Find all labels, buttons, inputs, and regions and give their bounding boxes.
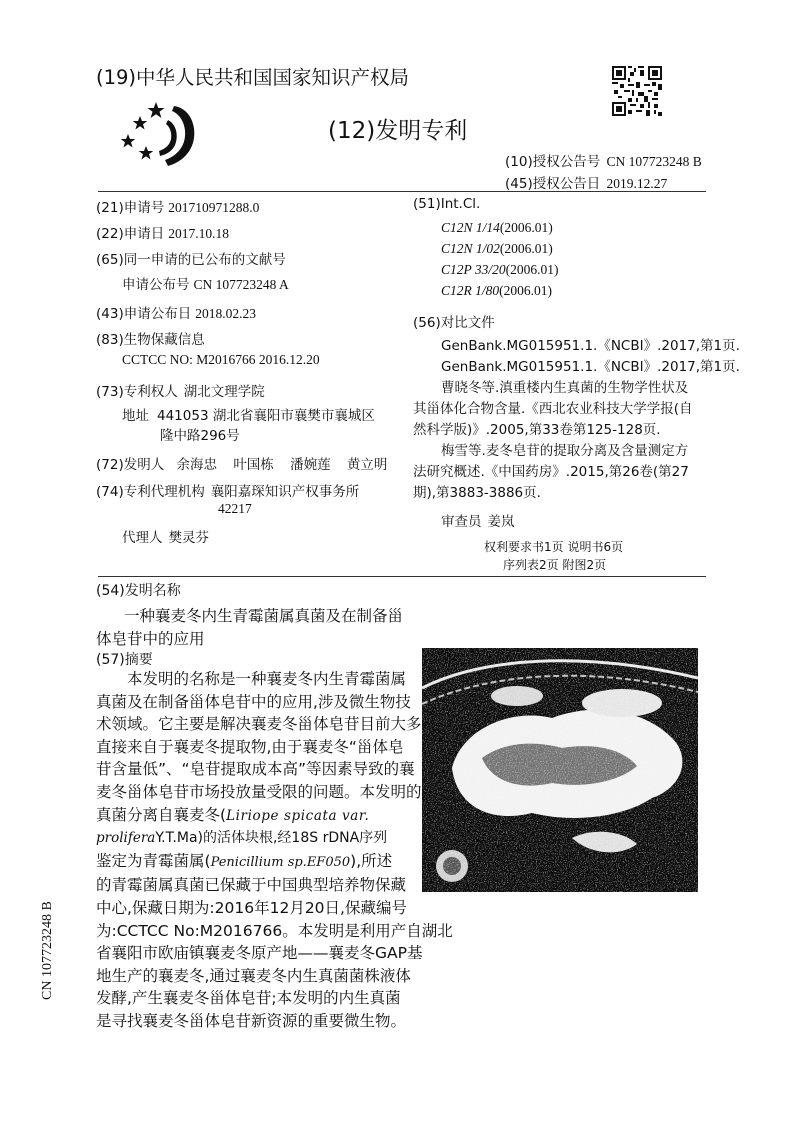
ref-line: 其甾体化合物含量.《西北农业科技大学学报(自: [413, 401, 693, 417]
grant-date-label: (45)授权公告日: [505, 176, 601, 192]
ref-line: 法研究概述.《中国药房》.2015,第26卷(第27: [413, 464, 689, 480]
species-variety: prolifera: [96, 830, 156, 847]
abstract-line: 本发明的名称是一种襄麦冬内生青霉菌属: [127, 670, 407, 688]
inventor: 叶国栋: [233, 457, 274, 473]
logo-star: [139, 146, 154, 160]
abstract-figure: [422, 648, 698, 892]
logo-star: [133, 116, 148, 130]
patentee-label: (73)专利权人: [96, 384, 178, 400]
species-name: Liriope spicata var.: [226, 807, 370, 824]
logo-arc: [165, 106, 194, 166]
document-type: (12)发明专利: [328, 118, 468, 144]
ref-line: 梅雪等.麦冬皂苷的提取分离及含量测定方: [441, 443, 689, 459]
ref-line: 期),第3883-3886页.: [413, 485, 541, 501]
abstract-line: 发酵,产生襄麦冬甾体皂苷;本发明的内生真菌: [96, 989, 401, 1008]
logo-star: [148, 102, 165, 118]
title-label: (54)发明名称: [96, 583, 181, 599]
strain-name: Penicillium sp.EF050: [210, 854, 351, 870]
abstract-line: 麦冬甾体皂苷市场投放量受限的问题。本发明的: [96, 782, 422, 801]
abstract-line: 真菌分离自襄麦冬(Liriope spicata var.: [96, 805, 370, 824]
pub-date: 2018.02.23: [195, 306, 256, 321]
grant-number: CN 107723248 B: [606, 154, 702, 169]
page-count-line-2: 序列表2页 附图2页: [503, 558, 607, 572]
grant-number-label: (10)授权公告号: [505, 154, 601, 170]
prior-pub-sub-label: 申请公布号: [122, 277, 190, 293]
invention-title-line-1: 一种襄麦冬内生青霉菌属真菌及在制备甾: [124, 607, 404, 625]
agent-label: 代理人: [122, 530, 163, 546]
ipc-entry: C12N 1/02(2006.01): [441, 241, 553, 256]
abstract-line: 为:CCTCC No:M2016766。本发明是利用产自湖北: [96, 921, 453, 940]
deposit-label: (83)生物保藏信息: [96, 332, 205, 348]
abstract-line: proliferaY.T.Ma)的活体块根,经18S rDNA序列: [96, 830, 388, 847]
address-line-2: 隆中路296号: [160, 428, 240, 444]
ipc-entry: C12R 1/80(2006.01): [441, 283, 553, 298]
app-date-label: (22)申请日: [96, 226, 165, 242]
abstract-line: 真菌及在制备甾体皂苷中的应用,涉及微生物技: [96, 692, 411, 711]
examiner-label: 审查员: [441, 514, 482, 530]
agency-label: (74)专利代理机构: [96, 484, 205, 500]
inventor: 余海忠: [176, 457, 218, 473]
logo-arc: [159, 120, 177, 156]
invention-title-line-2: 体皂苷中的应用: [96, 630, 205, 648]
address-line-1: 441053 湖北省襄阳市襄樊市襄城区: [157, 408, 375, 424]
grant-number-row: [505, 150, 702, 170]
inventor: 黄立明: [346, 457, 388, 473]
qr-code: [612, 66, 662, 116]
abstract-body: [96, 668, 453, 1033]
prior-pub-no: CN 107723248 A: [193, 277, 289, 292]
grant-date: 2019.12.27: [606, 176, 668, 191]
header-divider: [98, 191, 706, 192]
agent: 樊灵芬: [168, 530, 209, 546]
ipc-entry: C12P 33/20(2006.01): [441, 262, 559, 277]
abstract-line: 的青霉菌属真菌已保藏于中国典型培养物保藏: [96, 876, 407, 895]
biblio-divider: [98, 576, 706, 577]
inventor: 潘婉莲: [290, 457, 331, 473]
refs-label: (56)对比文件: [413, 315, 495, 331]
pub-date-label: (43)申请公布日: [96, 306, 192, 322]
deposit-info: CCTCC NO: M2016766 2016.12.20: [122, 352, 320, 367]
examiner: 姜岚: [487, 514, 515, 530]
logo-star: [121, 134, 136, 148]
abstract-line: 直接来自于襄麦冬提取物,由于襄麦冬“甾体皂: [96, 737, 404, 756]
ref-line: 然科学版)》.2005,第33卷第125-128页.: [413, 422, 661, 438]
app-no: 201710971288.0: [168, 200, 260, 215]
grant-date-row: [505, 172, 667, 192]
address-label: 地址: [122, 408, 149, 424]
abstract-line: 鉴定为青霉菌属(Penicillium sp.EF050),所述: [96, 851, 393, 870]
agency-code: 42217: [218, 501, 252, 516]
abstract-line: 地生产的襄麦冬,通过襄麦冬内生真菌菌株液体: [96, 966, 411, 985]
ipc-entry: C12N 1/14(2006.01): [441, 220, 553, 235]
side-publication-number: CN 107723248 B: [40, 901, 55, 1000]
ref-line: 曹晓冬等.滇重楼内生真菌的生物学性状及: [441, 380, 689, 396]
app-date: 2017.10.18: [168, 226, 229, 241]
prior-pub-label: (65)同一申请的已公布的文献号: [96, 252, 286, 268]
abstract-line: 省襄阳市欧庙镇襄麦冬原产地——襄麦冬GAP基: [96, 944, 423, 963]
ref-line: GenBank.MG015951.1.《NCBI》.2017,第1页.: [441, 359, 740, 375]
agency: 襄阳嘉琛知识产权事务所: [210, 484, 360, 500]
ref-line: GenBank.MG015951.1.《NCBI》.2017,第1页.: [441, 338, 740, 354]
page-count-line-1: 权利要求书1页 说明书6页: [484, 540, 624, 554]
patentee: 湖北文理学院: [183, 384, 265, 400]
cnipa-logo: [118, 98, 208, 170]
inventors-label: (72)发明人: [96, 457, 165, 473]
abstract-line: 术领域。它主要是解决襄麦冬甾体皂苷目前大多: [96, 715, 422, 734]
app-no-label: (21)申请号: [96, 200, 165, 216]
ipc-label: (51)Int.Cl.: [413, 196, 481, 212]
abstract-line: 中心,保藏日期为:2016年12月20日,保藏编号: [96, 898, 407, 917]
abstract-line: 是寻找襄麦冬甾体皂苷新资源的重要微生物。: [96, 1011, 407, 1030]
office-name: (19)中华人民共和国国家知识产权局: [96, 66, 410, 89]
abstract-label: (57)摘要: [96, 652, 153, 668]
abstract-line: 苷含量低”、“皂苷提取成本高”等因素导致的襄: [96, 760, 415, 779]
